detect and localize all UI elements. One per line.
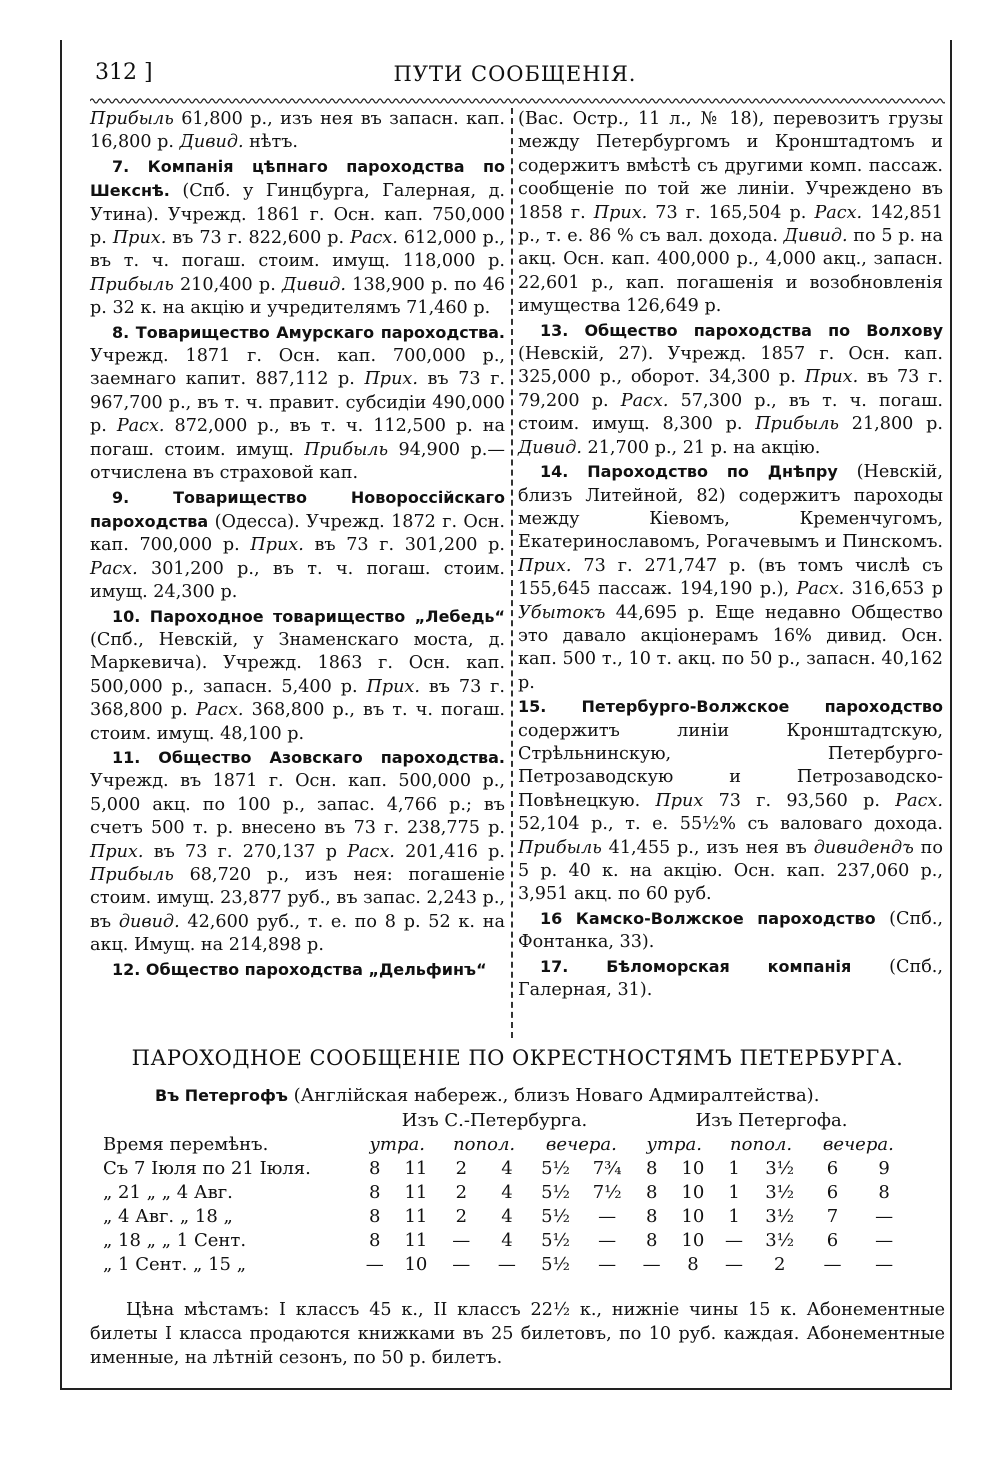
entry-term: Дивид.	[281, 274, 346, 295]
entry-text: 21,800 р.	[839, 414, 943, 435]
left-column-entry	[90, 605, 505, 746]
entry-term: Прих.	[804, 367, 859, 388]
entry-heading: 10. Пароходное товарищество „Лебедь“	[112, 606, 505, 626]
time-cell: 5½	[541, 1229, 570, 1251]
schedule-origin-row	[100, 1108, 910, 1132]
entry-term: Расх.	[90, 558, 138, 579]
schedule-table	[100, 1108, 910, 1276]
time-cell: —	[452, 1253, 471, 1275]
time-cell: 5½	[541, 1205, 570, 1227]
schedule-row	[100, 1228, 910, 1252]
route-address: (Англійская набереж., близъ Новаго Адмиралтейства).	[287, 1085, 820, 1106]
time-cell: 3½	[765, 1181, 795, 1203]
time-cell: 10	[681, 1181, 705, 1203]
period-cell: „ 18 „ „ 1 Сент.	[103, 1229, 247, 1251]
entry-term: Расх.	[814, 202, 863, 223]
running-title: ПУТИ СООБЩЕНІЯ.	[393, 62, 637, 86]
entry-text: по 5 р. на акц. Осн. кап. 400,000 р., 4,000 акц., запасн. 22,601 р., кап. погашенія и возобновленія имущества 126,649 р.	[518, 226, 943, 317]
time-cell: 5½	[541, 1253, 570, 1275]
entry-heading: 16 Камско-Волжское пароходство	[540, 908, 876, 928]
entry-text: содержитъ линіи Кронштадтскую, Стрѣльнинскую, Петербурго-Петрозаводскую и Петрозаводско-Повѣнецкую.	[518, 720, 943, 811]
time-cell: 11	[404, 1157, 428, 1179]
entry-heading: 9. Товарищество Новороссійскаго пароходства	[90, 487, 505, 531]
page-number: 312 ]	[95, 60, 153, 85]
entry-text: въ 73 г. 822,600 р.	[166, 228, 351, 249]
entry-term: Дивид.	[179, 132, 244, 153]
entry-heading: 14. Пароходство по Днѣпру	[540, 462, 838, 482]
entry-term: Прибыль	[90, 274, 174, 295]
page-border-right	[950, 40, 952, 1390]
entry-term: Прих.	[364, 369, 418, 390]
time-cell: —	[497, 1253, 516, 1275]
entry-term: Расх.	[796, 579, 845, 600]
entry-term: Прибыль	[90, 865, 174, 885]
time-cell: —	[598, 1205, 617, 1227]
route-line	[155, 1085, 819, 1106]
schedule-header-row	[100, 1132, 910, 1156]
entry-heading: 13. Общество пароходства по Волхову	[540, 320, 943, 340]
right-column-entry	[518, 695, 943, 907]
time-cell: 11	[404, 1181, 428, 1203]
time-cell: —	[875, 1205, 894, 1227]
time-cell: 10	[681, 1157, 705, 1179]
time-cell: 4	[501, 1157, 513, 1179]
time-cell: 2	[455, 1205, 468, 1227]
time-cell: 7½	[592, 1181, 622, 1203]
entry-term: Прибыль	[755, 414, 840, 435]
entry-text: 57,300 р., въ т. ч. погаш. стоим. имущ. 8,300 р.	[518, 390, 943, 435]
entry-term: Дивид.	[783, 226, 848, 247]
entry-heading: 11. Общество Азовскаго пароходства.	[112, 747, 505, 767]
entry-text: (Спб. у Гинцбурга, Галерная, д. Утина). Учрежд. 1861 г. Осн. кап. 750,000 р.	[90, 181, 505, 249]
entry-term: Прих.	[90, 841, 144, 862]
entry-heading: 17. Бѣломорская компанія	[540, 956, 852, 976]
time-cell: 8	[368, 1181, 381, 1203]
entry-text: 210,400 р.	[173, 274, 282, 295]
time-cell: 8	[878, 1181, 890, 1203]
price-paragraph: Цѣна мѣстамъ: I классъ 45 к., II классъ 22½ к., нижніе чины 15 к. Абонементные билеты I класса продаются книжками въ 25 билетовъ, по 10 руб. каждая. Абонементные именные, на лѣтній сезонъ, по 50 р. билетъ.	[90, 1300, 945, 1368]
wavy-rule	[90, 94, 945, 108]
entry-term: Прих.	[366, 676, 420, 697]
schedule-row	[100, 1252, 910, 1276]
entry-term: Дивид.	[518, 437, 582, 458]
right-column-entry	[518, 955, 943, 1003]
entry-text: Учрежд. въ 1871 г. Осн. кап. 500,000 р., 5,000 акц. по 100 р., запас. 4,766 р.; въ счетъ 500 т. р. внесено въ 73 г. 238,775 р.	[90, 771, 505, 839]
left-column-entry	[90, 108, 505, 155]
time-cell: 11	[404, 1229, 428, 1251]
time-cell: 6	[826, 1229, 839, 1251]
schedule-row	[100, 1180, 910, 1204]
entry-text: 41,455 р., изъ нея въ	[601, 837, 814, 858]
page-header	[95, 60, 935, 94]
time-cell: —	[875, 1253, 894, 1275]
entry-term: Прибыль	[304, 439, 389, 460]
column-head: утра.	[646, 1133, 702, 1155]
time-cell: 8	[645, 1229, 658, 1251]
column-head: утра.	[369, 1133, 425, 1155]
right-column	[518, 108, 943, 1002]
time-cell: 8	[645, 1157, 658, 1179]
entry-text: 612,000 р., въ т. ч. погаш. стоим. имущ. 118,000 р.	[90, 228, 506, 272]
entry-text: 301,200 р., въ т. ч. погаш. стоим. имущ. 24,300 р.	[90, 558, 505, 603]
time-cell: —	[598, 1253, 617, 1275]
entry-text: 872,000 р., въ т. ч. 112,500 р. на погаш. стоим. имущ.	[90, 416, 505, 460]
entry-text: 44,695 р. Еще недавно Общество это давало акціонерамъ 16% дивид. Осн. кап. 500 т., 10 т. акц. по 50 р., запасн. 40,162 р.	[518, 602, 943, 693]
spacer-cell	[100, 1108, 356, 1132]
time-cell: 10	[681, 1229, 705, 1251]
entry-term: Расх.	[347, 841, 395, 862]
entry-heading: 8. Товарищество Амурскаго пароходства.	[112, 322, 505, 342]
entry-term: Расх.	[620, 390, 669, 411]
entry-text: въ 73 г. 967,700 р., въ т. ч. правит. субсидіи 490,000 р.	[90, 369, 506, 437]
time-cell: 8	[687, 1253, 699, 1275]
route-name: Въ Петергофъ	[155, 1086, 288, 1105]
time-cell: 2	[455, 1157, 468, 1179]
time-cell: —	[725, 1253, 744, 1275]
time-cell: 6	[826, 1157, 839, 1179]
entry-text: 316,653 р	[844, 579, 943, 600]
entry-heading: 7. Компанія цѣпнаго пароходства по Шекснѣ.	[90, 156, 505, 201]
time-cell: 8	[645, 1205, 658, 1227]
time-cell: 3½	[765, 1229, 795, 1251]
entry-text: 73 г. 93,560 р.	[703, 790, 896, 811]
entry-text: 21,700 р., 21 р. на акцію.	[581, 437, 821, 458]
entry-term: Прих.	[112, 228, 167, 249]
entry-term: Прибыль	[90, 109, 174, 129]
entry-text: 94,900 р.—отчислена въ страховой кап.	[90, 439, 505, 484]
entry-term: дивид.	[118, 911, 180, 932]
entry-text: 42,600 руб., т. е. по 8 р. 52 к. на акц. Имущ. на 214,898 р.	[90, 911, 505, 956]
entry-text: 73 г. 165,504 р.	[647, 202, 815, 223]
time-cell: 9	[878, 1157, 890, 1179]
entry-term: Расх.	[195, 700, 244, 721]
time-cell: 7	[826, 1205, 839, 1227]
entry-term: дивидендъ	[813, 837, 914, 858]
time-header: Время перемѣнъ.	[103, 1133, 269, 1155]
time-cell: —	[875, 1229, 894, 1251]
schedule-row	[100, 1156, 910, 1180]
time-cell: —	[365, 1253, 384, 1275]
column-separator	[511, 108, 514, 1038]
time-cell: 6	[826, 1181, 839, 1203]
entry-text: 61,800 р., изъ нея въ запасн. кап. 16,800 р.	[90, 109, 505, 153]
entry-text: (Спб., Галерная, 31).	[518, 956, 943, 1001]
entry-term: Убытокъ	[518, 602, 606, 623]
entry-text: въ 73 г. 368,800 р.	[90, 676, 505, 721]
entry-text: 142,851 р., т. е. 86 % съ вал. дохода.	[518, 202, 943, 247]
time-cell: 11	[404, 1205, 428, 1227]
entry-term: Прих	[655, 790, 704, 811]
period-cell: Съ 7 Іюля по 21 Іюля.	[103, 1157, 311, 1179]
time-cell: —	[452, 1229, 471, 1251]
price-note	[90, 1298, 945, 1370]
time-cell: 1	[728, 1157, 740, 1179]
left-column-entry	[90, 958, 505, 982]
entry-text: (Невскій, близъ Литейной, 82) содержитъ пароходы между Кіевомъ, Кременчугомъ, Екатеринославомъ, Рогачевымъ и Пинскомъ.	[518, 462, 943, 553]
right-column-entry	[518, 907, 943, 955]
time-cell: 2	[773, 1253, 786, 1275]
time-cell: 4	[501, 1229, 513, 1251]
time-cell: —	[642, 1253, 661, 1275]
entry-text: (Спб., Невскій, у Знаменскаго моста, д. Маркевича). Учрежд. 1863 г. Осн. кап. 500,000 р., запасн. 5,400 р.	[90, 629, 505, 697]
entry-text: 52,104 р., т. е. 55½% съ валоваго дохода.	[518, 814, 943, 835]
entry-term: Прих.	[518, 555, 572, 576]
column-head: попол.	[730, 1133, 793, 1155]
schedule	[100, 1108, 940, 1276]
column-head: вечера.	[822, 1133, 894, 1155]
period-cell: „ 4 Авг. „ 18 „	[103, 1205, 233, 1227]
entry-text: въ 73 г. 301,200 р.	[303, 535, 505, 556]
entry-text: (Одесса). Учрежд. 1872 г. Осн. кап. 700,000 р.	[90, 511, 505, 556]
time-cell: 8	[645, 1181, 658, 1203]
time-cell: 8	[368, 1229, 381, 1251]
section-title: ПАРОХОДНОЕ СООБЩЕНІЕ ПО ОКРЕСТНОСТЯМЪ ПЕТЕРБУРГА.	[131, 1046, 904, 1070]
entry-term: Прих.	[250, 535, 304, 556]
page-border-left	[60, 40, 62, 1390]
page-border-bottom	[60, 1388, 952, 1390]
time-cell: 1	[728, 1205, 740, 1227]
time-cell: 7¾	[592, 1157, 622, 1179]
entry-text: (Вас. Остр., 11 л., № 18), перевозитъ грузы между Петербургомъ и Кронштадтомъ и содержитъ вмѣстѣ съ другими комп. пассаж. сообщеніе по той же линіи. Учреждено въ 1858 г.	[518, 109, 943, 223]
entry-heading: 15. Петербурго-Волжское пароходство	[518, 697, 943, 717]
right-column-entry	[518, 108, 943, 319]
entry-text: по 5 р. 40 к. на акцію. Осн. кап. 237,060 р., 3,951 акц. по 60 руб.	[518, 837, 943, 905]
time-cell: 8	[368, 1157, 381, 1179]
time-cell: —	[823, 1253, 842, 1275]
entry-text: 68,720 р., изъ нея: погашеніе стоим. имущ. 23,877 руб., въ запас. 2,243 р., въ	[90, 865, 505, 932]
entry-text: нѣтъ.	[243, 132, 299, 153]
right-column-entry	[518, 460, 943, 695]
column-head: попол.	[453, 1133, 516, 1155]
time-cell: 2	[455, 1181, 468, 1203]
left-column-entry	[90, 155, 505, 321]
column-head: вечера.	[545, 1133, 617, 1155]
time-cell: 4	[501, 1181, 513, 1203]
time-cell: 10	[681, 1205, 705, 1227]
entry-heading: 12. Общество пароходства „Дельфинъ“	[112, 959, 487, 979]
entry-term: Прибыль	[518, 837, 602, 858]
time-cell: 3½	[765, 1205, 795, 1227]
entry-text: 138,900 р. по 46 р. 32 к. на акцію и учредителямъ 71,460 р.	[90, 274, 506, 319]
entry-term: Расх.	[116, 416, 165, 437]
entry-text: въ 73 г. 270,137 р	[143, 841, 348, 862]
time-cell: 4	[501, 1205, 513, 1227]
entry-term: Расх.	[350, 228, 398, 249]
left-column-entry	[90, 321, 505, 486]
entry-text: 201,416 р.	[394, 841, 505, 862]
entry-text: въ 73 г. 79,200 р.	[518, 367, 943, 411]
entry-term: Расх.	[895, 790, 943, 811]
origin-peterhof: Изъ Петергофа.	[695, 1109, 848, 1131]
time-cell: —	[598, 1229, 617, 1251]
origin-spb: Изъ С.-Петербурга.	[401, 1109, 588, 1131]
time-cell: —	[725, 1229, 744, 1251]
time-cell: 3½	[765, 1157, 795, 1179]
schedule-row	[100, 1204, 910, 1228]
entry-text: (Спб., Фонтанка, 33).	[518, 908, 943, 953]
entry-term: Прих.	[593, 202, 648, 223]
right-column-entry	[518, 319, 943, 460]
left-column	[90, 108, 505, 982]
period-cell: „ 1 Сент. „ 15 „	[103, 1253, 247, 1275]
entry-text: (Невскій, 27). Учрежд. 1857 г. Осн. кап. 325,000 р., оборот. 34,300 р.	[518, 344, 943, 388]
time-cell: 1	[728, 1181, 740, 1203]
entry-text: 368,800 р., въ т. ч. погаш. стоим. имущ. 48,100 р.	[90, 700, 505, 744]
entry-text: Учрежд. 1871 г. Осн. кап. 700,000 р., заемнаго капит. 887,112 р.	[90, 346, 505, 390]
time-cell: 8	[368, 1205, 381, 1227]
entry-text: 73 г. 271,747 р. (въ томъ числѣ съ 155,645 пассаж. 194,190 р.),	[518, 555, 943, 600]
left-column-entry	[90, 486, 505, 605]
left-column-entry	[90, 746, 505, 958]
time-cell: 5½	[541, 1181, 570, 1203]
time-cell: 10	[404, 1253, 428, 1275]
time-cell: 5½	[541, 1157, 570, 1179]
period-cell: „ 21 „ „ 4 Авг.	[103, 1181, 233, 1203]
